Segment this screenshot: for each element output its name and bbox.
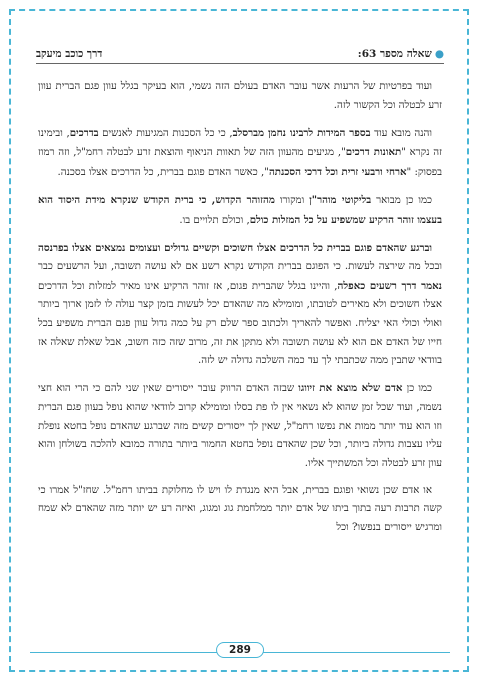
bullet-icon: ● [434, 48, 444, 60]
paragraph [38, 482, 442, 538]
bold-text: בספר המידות לרבינו נחמן מברסלב [232, 126, 371, 139]
text-run: ועוד בפרטיות של הרעות אשר עובר האדם בעולם הזה גשמי, הוא בעיקר בגלל עוון פגם הברית עוון זרע לבטלה וכל הקשור לזה. [38, 81, 442, 111]
bold-text: ארחי ורבעי זרית וכל דרכי הסכנתה [268, 165, 407, 178]
text-run: , ובימינו זה נקרא " [38, 127, 443, 159]
book-title: דרך כוכב מיעקב [36, 48, 103, 60]
text-run: כמו כן מבואר [371, 194, 432, 206]
paragraph [38, 191, 442, 230]
bold-text: וברגע שהאדם פוגם בברית כל הדרכים אצלו חשוכים וקשיים גדולים ועצומים נמצאים אצלו בפרנסה [38, 241, 432, 254]
text-run: ובכל מה שירצה לעשות. כי הפוגם בברית הקודש נקרא רשע אם לא עושה תשובה, ועל הרשעים כבר [38, 261, 442, 273]
paragraph [38, 379, 442, 473]
bold-text: נאמר דרך רשעים כאפלה [337, 279, 442, 292]
bold-text: תאונות דרכים [345, 146, 402, 159]
paragraph [38, 239, 442, 371]
bold-text: בליקוטי מוהר"ן [309, 193, 372, 206]
text-run: , וכולם תלויים בו. [179, 214, 250, 226]
bold-text: מהזוהר הקדוש, כי ברית הקודש שנקרא מידת היסוד הוא בעצמו זוהר הרקיע שמשפיע על כל המזלות כולם [38, 193, 442, 226]
text-run: והנה מובא עוד [370, 127, 432, 139]
page-footer [30, 642, 450, 664]
paragraph [38, 124, 442, 183]
text-run: ומקורו [274, 194, 310, 206]
text-run: , כי כל הסכנות המגיעות לאנשים [98, 127, 233, 139]
text-run: ", מגיעים מהעוון הזה של תאוות הניאוף והוצאת זרע לבטלה רחמ"ל, וזה רמוז בפסוק: " [38, 147, 442, 178]
body-text [38, 78, 442, 546]
question-number-heading: ●שאלה מספר 63: [357, 48, 444, 60]
paragraph [38, 78, 442, 115]
text-run: שבזה האדם הרווק עובר ייסורים שאין שני להם כי הרי הוא חצי נשמה, ועוד שכל זמן שהוא לא נשאוי אין לו פת בסלו ומומילא קרוב לוודאי שהוא נופל בעוון פגם הברית וזו הוא עוד יותר ממות את נפשו רחמ"ל, שאין לך ייסורים קשים מזה שברגע שהאדם נופל בחטא נופלת עליו עצבות גדולה ביותר, וכל שכן שהאדם נופל בחטא החמור ביותר בתורה כמובא להלכה בשולחן והוא עוון זרע לבטלה וכל המשתייך אליו. [38, 383, 442, 469]
text-run: או אדם שכן נשואי ופוגם בברית, אבל היא מנגדת לו ויש לו מחלוקת בביתו רחמ"ל. שחז"ל אמרו כי קשה תרבות רעה בתוך ביתו של אדם יותר ממלחמת גוג ומגוג, ואיזה רע יש יותר מזה שהאדם לא שמח ומרגיש ייסורים בנפשו? וכל [38, 484, 442, 533]
page-number: 289 [216, 642, 264, 658]
text-run: ", כאשר האדם פוגם בברית, כל הדרכים אצלו בסכנה. [57, 166, 269, 178]
bold-text: בדרכים [69, 126, 99, 139]
text-run: כמו כן [402, 383, 432, 395]
text-run: , והיינו בגלל שהברית פגום, אז זוהר הרקיע אינו מאיר למזלות וכל הדרכים אצלו חשוכים ולא מאירים לטובתו, ומומילא מה שהאדם יכל לעשות בזמן קצר עולה לו לזמן ארוך ביותר ואולי וכולי האי יצליח. ואפשר להאריך ולכתוב ספר שלם רק על כמה גדול עוון פגם הברית משפיע בכל חייו של האדם אם הוא לא עושה תשובה ולא מתקן את זה, מרוב שזה כזה חשוב, אבל שאלת שאלה אז בוודאי שתבין ממה שכתבתי לך עד כמה השלכה גדולה יש לזה. [38, 280, 442, 367]
bold-text: אדם שלא מוצא את זיווגו [298, 382, 403, 395]
page-header [36, 40, 444, 64]
